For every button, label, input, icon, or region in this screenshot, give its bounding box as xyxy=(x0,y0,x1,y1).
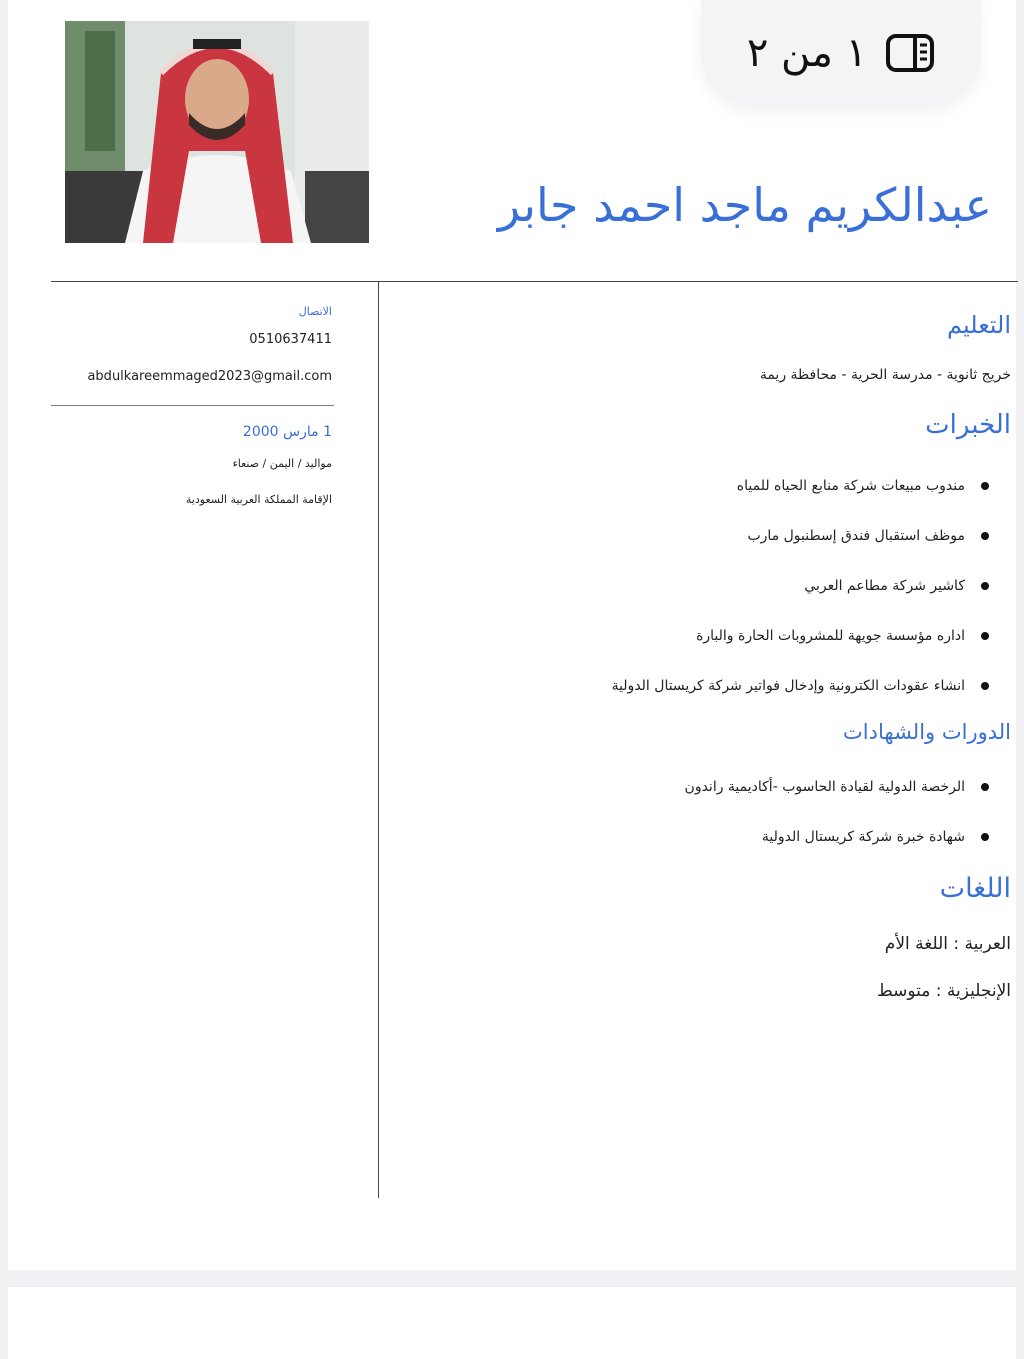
list-item: الرخصة الدولية لقيادة الحاسوب -أكاديمية راندون xyxy=(398,779,1011,795)
bullet-icon xyxy=(981,632,989,640)
list-item: كاشير شركة مطاعم العربي xyxy=(398,578,1011,594)
bullet-icon xyxy=(981,482,989,490)
birth-date: 1 مارس 2000 xyxy=(242,424,332,440)
courses-title: الدورات والشهادات xyxy=(843,720,1011,744)
list-item: اداره مؤسسة جويهة للمشروبات الحارة والبارة xyxy=(398,628,1011,644)
applicant-name: عبدالكريم ماجد احمد جابر xyxy=(497,178,992,232)
page-indicator[interactable] xyxy=(701,0,981,106)
education-text: خريج ثانوية - مدرسة الحرية - محافظة ريمة xyxy=(759,367,1011,383)
experience-title: الخبرات xyxy=(925,410,1011,440)
column-divider xyxy=(378,282,379,1198)
education-title: التعليم xyxy=(947,311,1011,339)
list-item: موظف استقبال فندق إسطنبول مارب xyxy=(398,528,1011,544)
bullet-icon xyxy=(981,783,989,791)
bullet-icon xyxy=(981,682,989,690)
page-indicator-text: ١ من ٢ xyxy=(746,30,868,76)
birth-place: مواليد / اليمن / صنعاء xyxy=(232,457,332,470)
header-divider xyxy=(51,281,1018,282)
bullet-icon xyxy=(981,582,989,590)
bullet-icon xyxy=(981,833,989,841)
list-item: مندوب مبيعات شركة منابع الحياه للمياه xyxy=(398,478,1011,494)
document-page-1 xyxy=(8,0,1016,1270)
phone-number[interactable]: 0510637411 xyxy=(249,332,332,347)
list-item: انشاء عقودات الكترونية وإدخال فواتير شركة كريستال الدولية xyxy=(398,678,1011,694)
sidebar-divider xyxy=(51,405,334,406)
bullet-icon xyxy=(981,532,989,540)
document-page-2 xyxy=(8,1287,1016,1359)
languages-title: اللغات xyxy=(939,873,1011,904)
profile-photo xyxy=(65,21,369,243)
language-item: الإنجليزية : متوسط xyxy=(876,981,1011,1001)
reader-mode-icon xyxy=(885,33,935,73)
language-item: العربية : اللغة الأم xyxy=(884,934,1011,954)
contact-title: الاتصال xyxy=(298,305,332,318)
list-item: شهادة خبرة شركة كريستال الدولية xyxy=(398,829,1011,845)
residence: الإقامة المملكة العربية السعودية xyxy=(185,493,332,506)
email-address[interactable]: abdulkareemmaged2023@gmail.com xyxy=(87,369,332,384)
